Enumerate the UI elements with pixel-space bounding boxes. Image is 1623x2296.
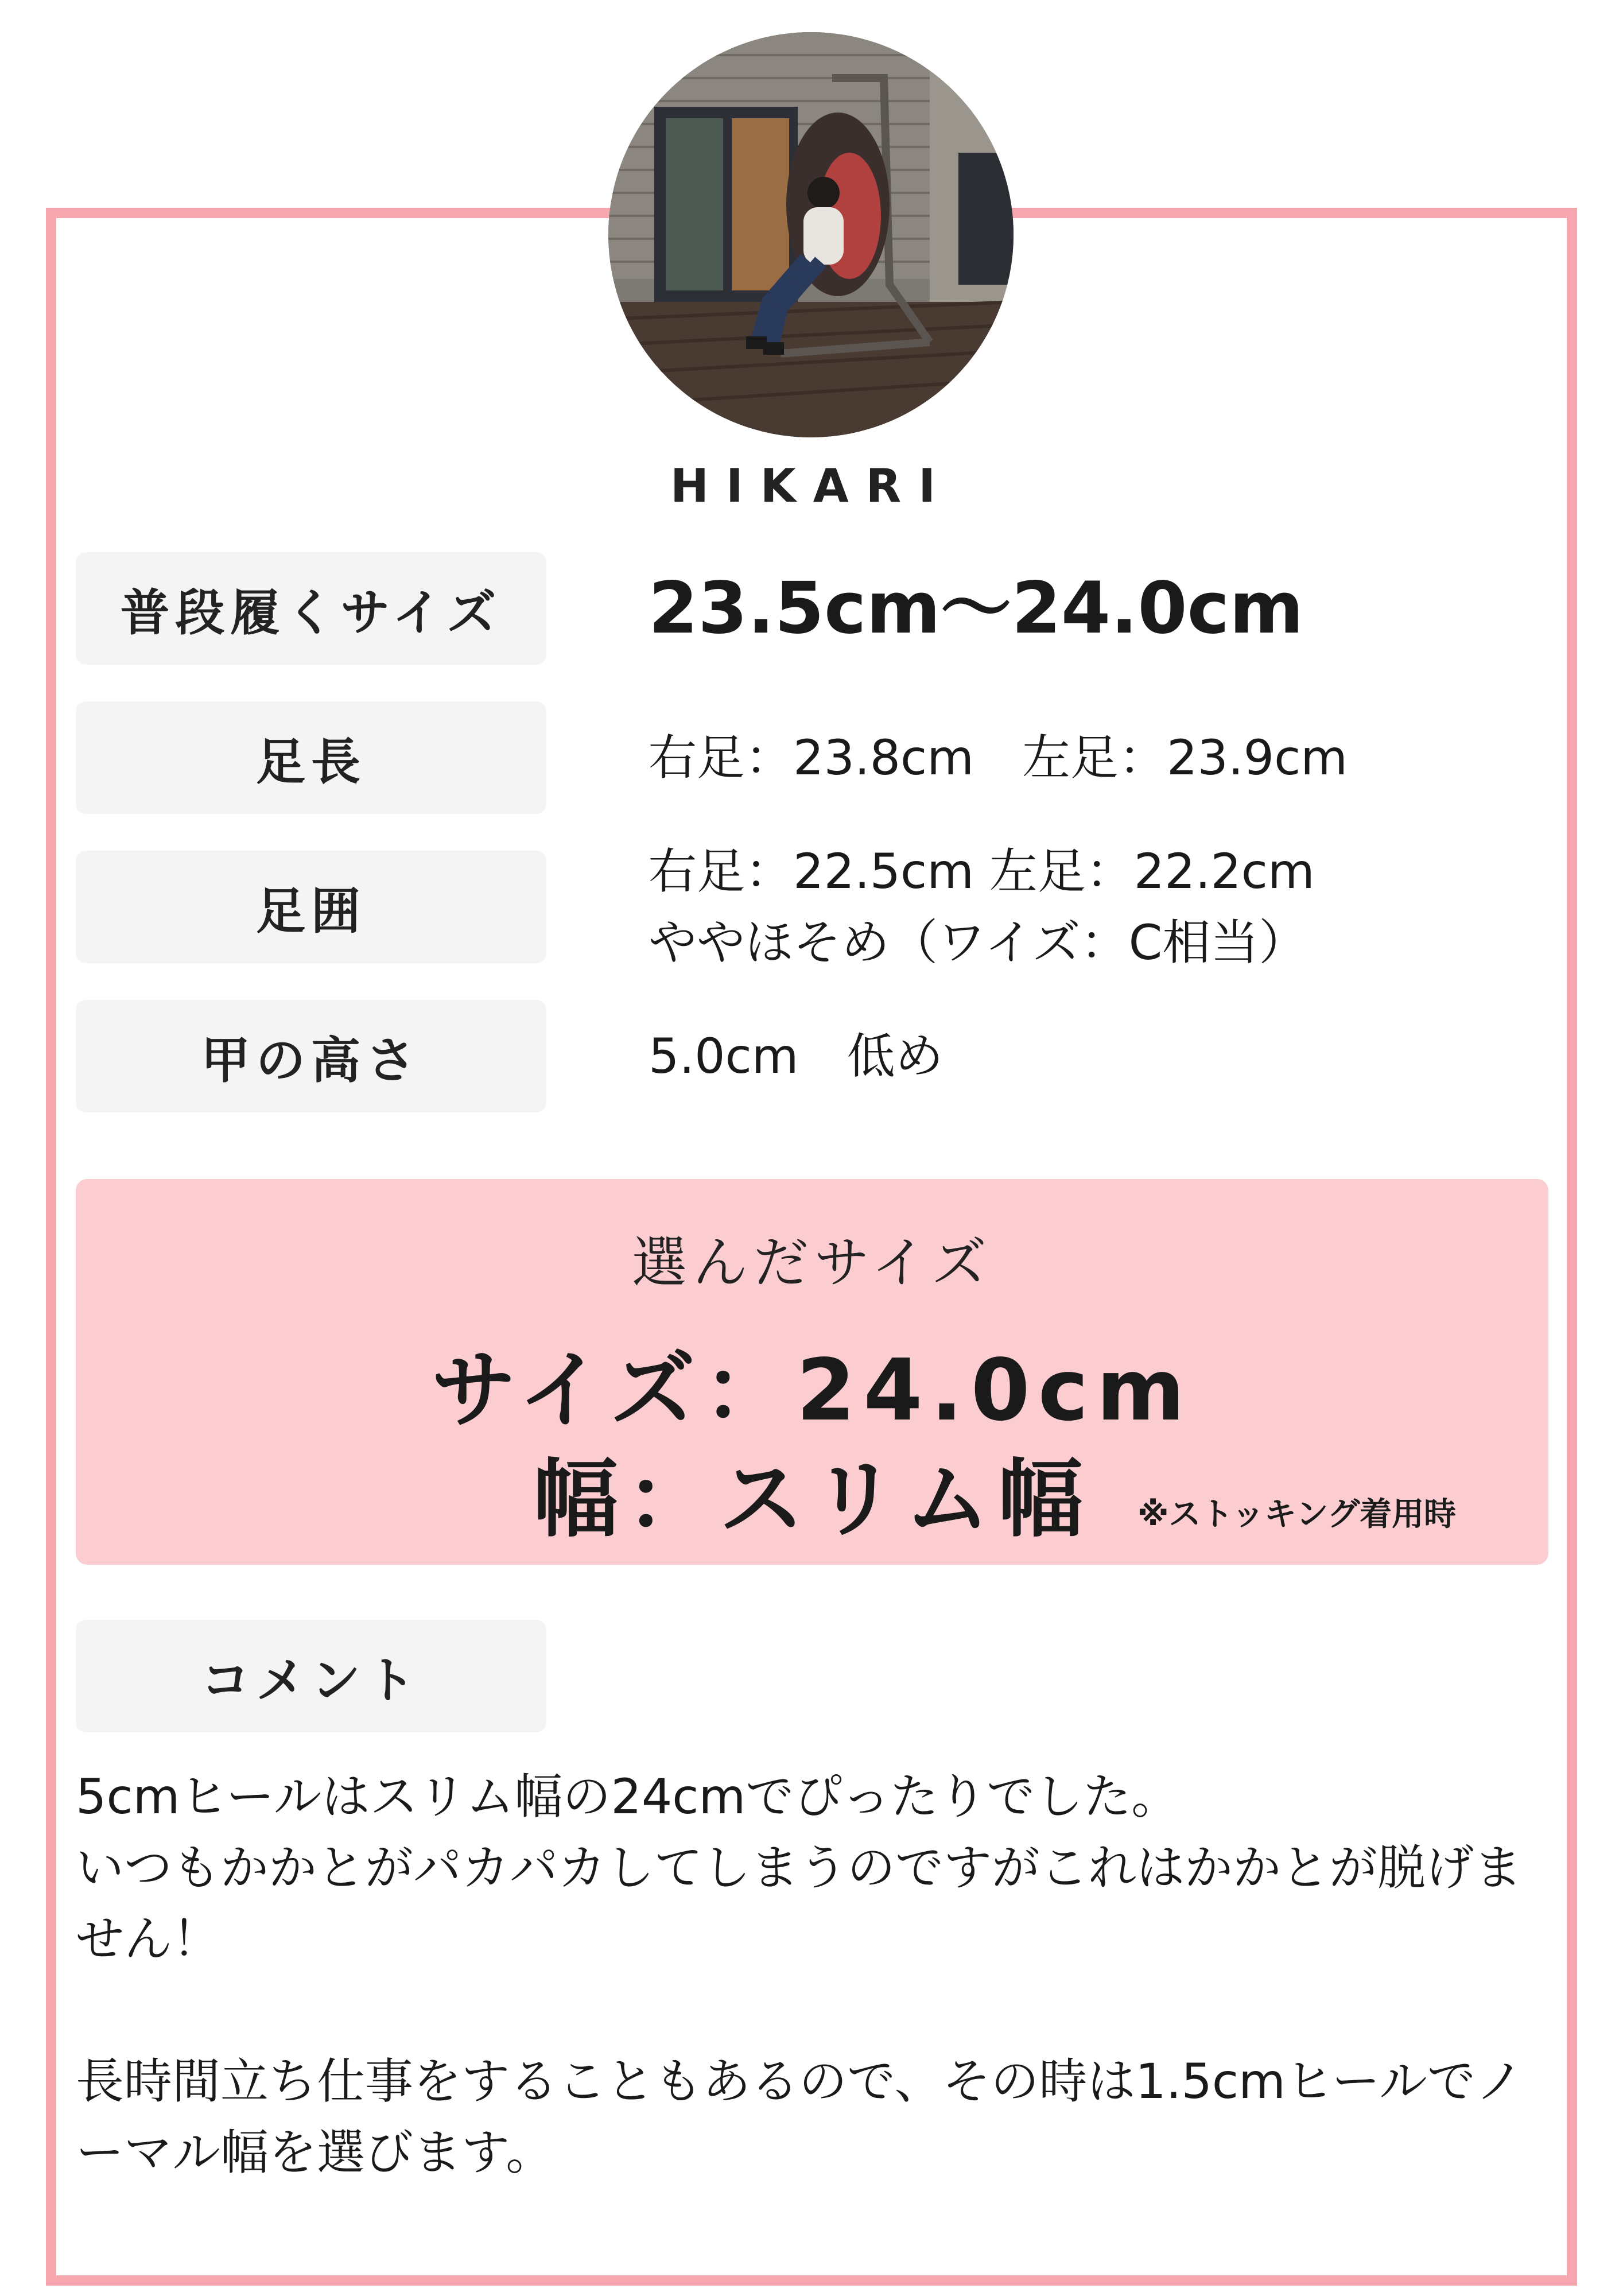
spec-label-instep-height: 甲の高さ — [76, 1000, 546, 1112]
profile-photo-illustration — [608, 32, 1014, 437]
spec-label-foot-girth: 足囲 — [76, 851, 546, 963]
spec-value-foot-girth: 右足：22.5cm 左足：22.2cm ややほそめ（ワイズ：C相当） — [649, 843, 1315, 971]
comment-label: コメント — [76, 1620, 546, 1732]
chosen-size-panel — [76, 1179, 1548, 1565]
spec-value-instep-height: 5.0cm 低め — [649, 1028, 943, 1084]
chosen-size-note: ※ストッキング着用時 — [1137, 1496, 1457, 1533]
chosen-width-value: 幅：スリム幅 — [533, 1450, 1091, 1549]
spec-label-usual-size: 普段履くサイズ — [76, 552, 546, 665]
spec-label-foot-length: 足長 — [76, 701, 546, 814]
chosen-size-title: 選んだサイズ — [631, 1231, 993, 1295]
profile-photo — [608, 32, 1014, 437]
chosen-size-value: サイズ：24.0cm — [431, 1341, 1193, 1440]
profile-name: HIKARI — [670, 459, 953, 513]
comment-text: 5cmヒールはスリム幅の24cmでぴったりでした。 いつもかかとがパカパカしてしまうのですがこれはかかとが脱げません！ 長時間立ち仕事をすることもあるので、その時は1.5cmヒールでノーマル幅を選びます。 — [76, 1768, 1524, 2181]
spec-value-foot-length: 右足：23.8cm 左足：23.9cm — [649, 730, 1348, 786]
spec-value-usual-size: 23.5cm〜24.0cm — [649, 567, 1304, 650]
